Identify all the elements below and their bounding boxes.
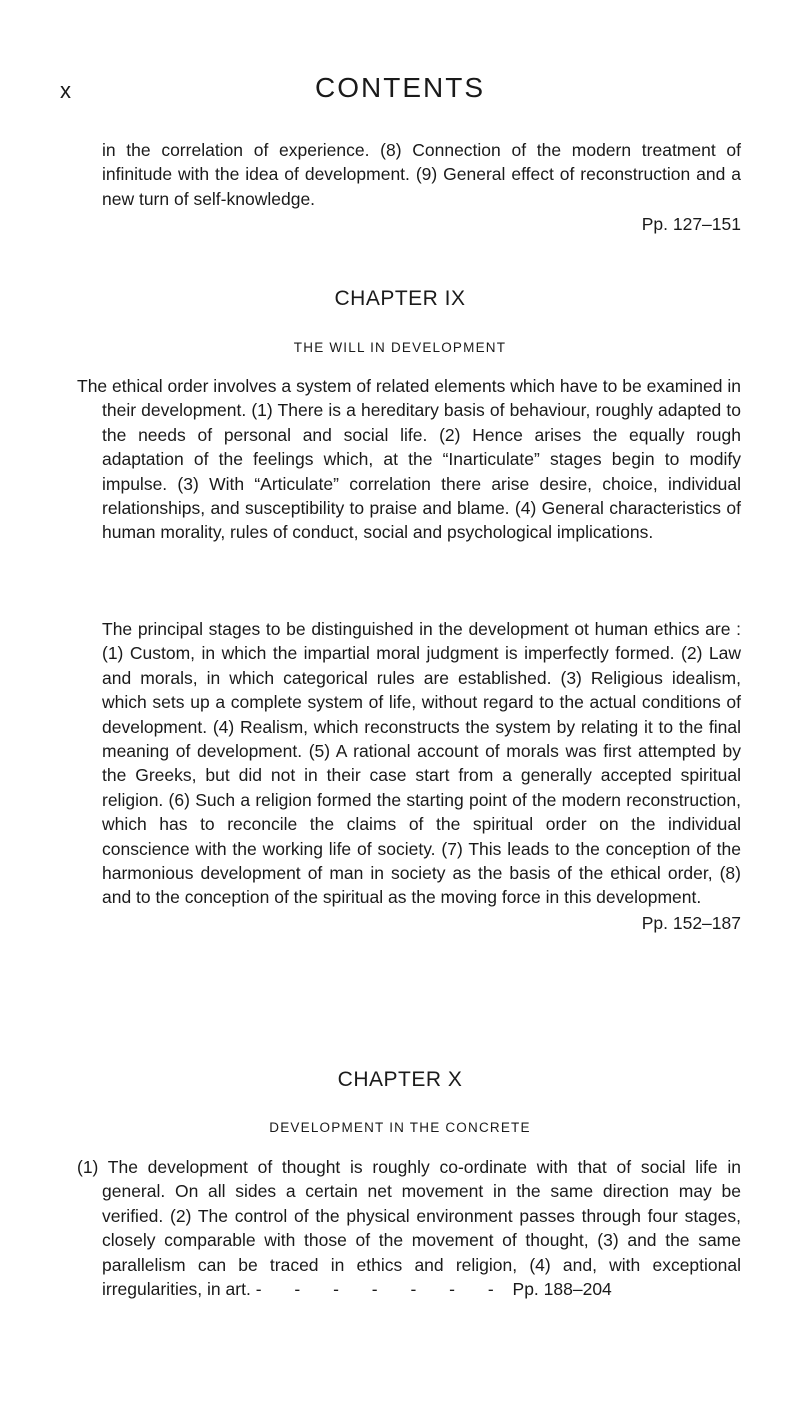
chapter-x-subtitle: DEVELOPMENT IN THE CONCRETE — [269, 1120, 531, 1135]
chapter-x-leader: - - - - - - - — [255, 1279, 508, 1300]
chapter-ix-pages: Pp. 152–187 — [641, 912, 741, 933]
chapter-ix-paragraph-1 — [77, 374, 741, 545]
continuation-block — [102, 138, 741, 237]
running-head — [0, 70, 800, 110]
running-title: CONTENTS — [315, 72, 485, 103]
chapter-ix-heading: CHAPTER IX — [334, 287, 466, 310]
chapter-x-paragraph-1 — [77, 1155, 741, 1301]
chapter-ix-paragraph-2 — [102, 617, 741, 935]
continuation-text: in the correlation of experience. (8) Connection of the modern treatment of infinitude with the idea of development. (9) General effect of reconstruction and a new turn of self-knowledge. — [102, 140, 741, 209]
chapter-x-pages: Pp. 188–204 — [512, 1279, 612, 1300]
chapter-ix-paragraph-2-text: The principal stages to be distinguished in the development ot human ethics are : (1) Custom, in which the impartial moral judgment is imperfectly formed. (2) Law and morals, in which categorical rules are established. (3) Religious idealism, which sets up a complete system of life, without regard to the actual conditions of development. (4) Realism, which reconstructs the system by relating it to the final meaning of development. (5) A rational account of morals was first attempted by the Greeks, but did not in their case start from a generally accepted spiritual religion. (6) Such a religion formed the starting point of the modern reconstruction, which has to reconcile the claims of the spiritual order on the individual conscience with the working life of society. (7) This leads to the conception of the harmonious development of man in society as the basis of the ethical order, (8) and to the conception of the spiritual as the moving force in this development. — [102, 619, 741, 908]
continuation-pages: Pp. 127–151 — [641, 214, 741, 235]
chapter-x-paragraph-1-text: (1) The development of thought is roughly co-ordinate with that of social life in general. On all sides a certain net movement in the same direction may be verified. (2) The control of the physical environment passes through four stages, closely comparable with those of the movement of thought, (3) and the same parallelism can be traced in ethics and religion, (4) and, with exceptional irregularities, in art. — [77, 1157, 741, 1300]
chapter-x-heading: CHAPTER X — [337, 1068, 463, 1091]
chapter-ix-subtitle: THE WILL IN DEVELOPMENT — [293, 340, 507, 355]
chapter-ix-paragraph-1-text: The ethical order involves a system of related elements which have to be examined in their development. (1) There is a hereditary basis of behaviour, roughly adapted to the needs of personal and social life. (2) Hence arises the equally rough adaptation of the feelings which, at the “Inarticulate” stages begin to modify impulse. (3) With “Articulate” correlation there arise desire, choice, individual relationships, and susceptibility to praise and blame. (4) General characteristics of human morality, rules of conduct, social and psychological implications. — [77, 376, 741, 543]
page-number: x — [60, 78, 72, 103]
